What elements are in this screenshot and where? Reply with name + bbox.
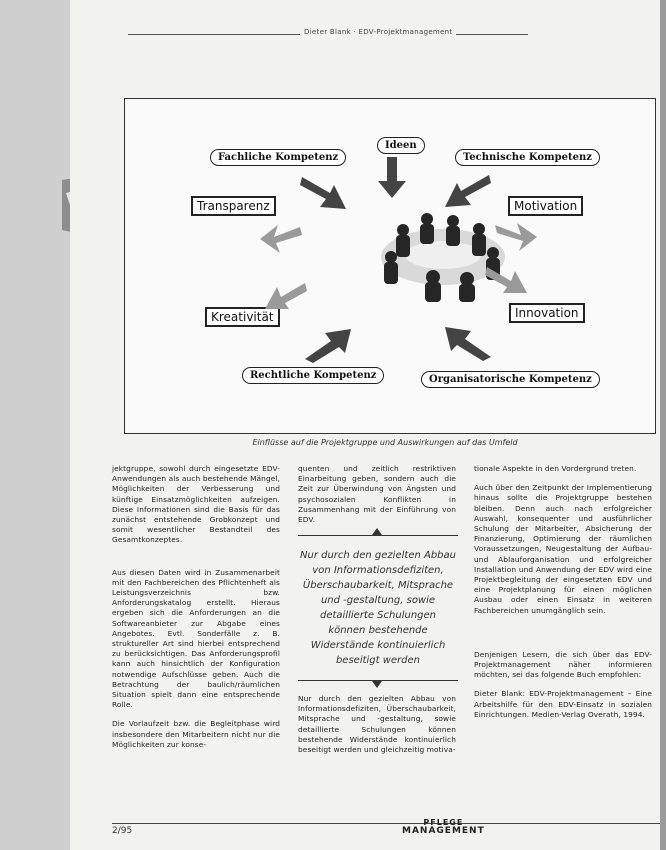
paragraph: tionale Aspekte in den Vordergrund treten. — [474, 464, 637, 473]
arrow-outward-icon — [485, 263, 527, 303]
paragraph: Aus diesen Daten wird in Zusammenarbeit mit den Fachbereichen des Pflichtenheft als Leistungsverzeichnis bzw. Anforderungskatalog erstellt. Hieraus ergeben sich die Anforderungen an die Softwareanbieter zur Abgabe eines Angebotes. Evtl. Sonderfälle z. B. struktureller Art sind hierbei entsprechend zu berücksichtigen. Das Anforderungsprofil kann auch hinsichtlich der Konfiguration notwendige Aufschlüsse geben. Auch die Betrachtung der baulich/räumlichen Situation spielt dann eine entsprechende Rolle. — [112, 567, 280, 710]
arrow-outward-icon — [495, 217, 537, 251]
label-kreativitaet: Kreativität — [205, 307, 280, 327]
label-innovation: Innovation — [509, 303, 585, 323]
text-column-right — [474, 464, 652, 729]
journal-logo — [402, 818, 485, 836]
triangle-down-icon — [372, 681, 382, 688]
document-page — [70, 0, 660, 850]
scan-left-edge — [0, 0, 70, 850]
journal-logo-line2: MANAGEMENT — [402, 826, 485, 836]
paragraph: Auch über den Zeitpunkt der Implementierung hinaus sollte die Projektgruppe bestehen bleiben. Denn auch nach erfolgreicher Auswahl, konsequenter und ausführlicher Schulung der Mitarbeiter, Absicherung der Finanzierung, Optimierung der räumlichen Voraussetzungen, Neugestaltung der Aufbau- und Ablauforganisation und erfolgreicher Installation und Anwendung der EDV wird eine Projektbegleitung der eingesetzten EDV und eine Projektplanung für einen möglichen Ausbau oder einen Einsatz in weiteren Fachbereichen unumgänglich sein. — [474, 483, 652, 615]
label-motivation: Motivation — [508, 196, 583, 216]
label-rechtliche-kompetenz: Rechtliche Kompetenz — [242, 367, 384, 384]
triangle-up-icon — [372, 528, 382, 535]
paragraph: Nur durch den gezielten Abbau von Informationsdefiziten, Überschaubarkeit, Mitsprache und -gestaltung, sowie detaillierte Schulungen können bestehende Widerstände kontinuierlich beseitigt werden und gleichzeitig motiva- — [298, 694, 456, 755]
figure — [124, 98, 656, 434]
footer-rule — [112, 823, 666, 824]
running-head-text: Dieter Blank · EDV-Projektmanagement — [300, 28, 456, 36]
paragraph: jektgruppe, sowohl durch eingesetzte EDV-Anwendungen als auch bestehende Mängel, Möglichkeiten der Verbesserung und künftige Einsatzmöglichkeiten aufzeigen. Diese Informationen sind die Basis für das zunächst entstehende Grobkonzept und somit wesentlicher Bestandteil des Gesamtkonzeptes. — [112, 464, 280, 545]
running-head — [128, 28, 528, 47]
figure-caption: Einflüsse auf die Projektgruppe und Auswirkungen auf das Umfeld — [252, 438, 518, 447]
journal-logo-line1: PFLEGE — [423, 818, 464, 827]
arrow-inward-icon — [445, 321, 491, 361]
arrow-inward-icon — [443, 169, 491, 209]
page-number: 2/95 — [112, 826, 133, 836]
text-column-middle-bottom — [298, 694, 456, 764]
arrow-down-icon — [377, 157, 407, 199]
arrow-outward-icon — [265, 279, 307, 313]
paragraph: Die Vorlaufzeit bzw. die Begleitphase wird insbesondere den Mitarbeitern nicht nur die Möglichkeiten zur konse- — [112, 719, 280, 749]
scan-right-edge — [660, 0, 666, 850]
label-transparenz: Transparenz — [191, 196, 276, 216]
paragraph: quenten und zeitlich restriktiven Einarbeitung geben, sondern auch die Zeit zur Überwindung von Ängsten und psychosozialen Konflikten in Zusammenhang mit der Einführung von EDV. — [298, 464, 456, 525]
label-organisatorische-kompetenz: Organisatorische Kompetenz — [421, 371, 600, 388]
pull-quote-text: Nur durch den gezielten Abbau von Informationsdefiziten, Überschaubarkeit, Mitsprache und -gestaltung, sowie detaillierte Schulungen können bestehende Widerstände kontinuierlich beseitigt werden — [300, 550, 456, 666]
label-fachliche-kompetenz: Fachliche Kompetenz — [210, 149, 346, 166]
label-ideen: Ideen — [377, 137, 425, 154]
label-technische-kompetenz: Technische Kompetenz — [455, 149, 600, 166]
arrow-inward-icon — [300, 171, 348, 211]
arrow-inward-icon — [305, 323, 351, 363]
paragraph: Denjenigen Lesern, die sich über das EDV-Projektmanagement näher informieren möchten, sei das folgende Buch empfohlen: — [474, 649, 652, 680]
pull-quote — [298, 535, 458, 681]
text-column-left — [112, 464, 280, 759]
arrow-outward-icon — [260, 219, 302, 253]
paragraph: Dieter Blank: EDV-Projektmanagement – Eine Arbeitshilfe für den EDV-Einsatz in sozialen Einrichtungen. Medien-Verlag Overath, 1994. — [474, 689, 652, 719]
text-column-middle-top — [298, 464, 456, 534]
